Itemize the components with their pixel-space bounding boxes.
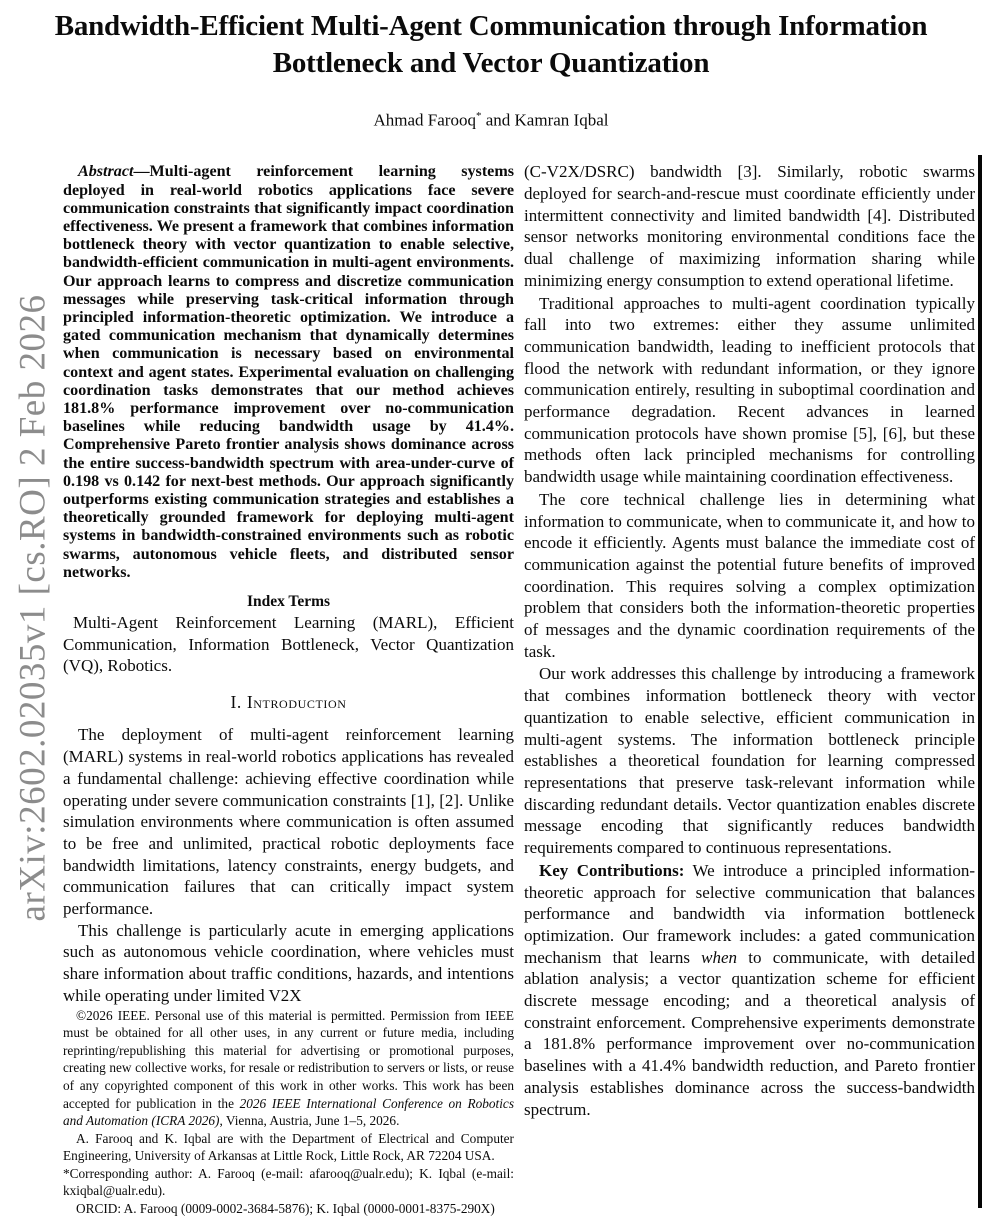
index-terms-text: Multi-Agent Reinforcement Learning (MARL), Efficient Communication, Information Bottleneck, Vector Quantization (VQ), Robotics. [63,613,514,675]
section-heading-introduction: I. Introduction [230,692,347,713]
authors-line [0,110,982,131]
abstract-label: Abstract [78,163,134,181]
paper-title: Bandwidth-Efficient Multi-Agent Communication through Information Bottleneck and Vector Quantization [54,10,928,79]
intro-paragraph-3: Traditional approaches to multi-agent coordination typically fall into two extremes: either they assume unlimited communication bandwidth, leading to inefficient protocols that flood the network with redundant information, or they ignore communication entirely, resulting in suboptimal coordination and performance degradation. Recent advances in learned communication protocols have shown promise [5], [6], but these methods often lack principled mechanisms for controlling bandwidth usage while maintaining coordination effectiveness. [524,293,975,487]
abstract-dash: — [133,163,150,181]
intro-paragraph-4: The core technical challenge lies in determining what information to communicate, when to communicate it, and how to encode it efficiently. Agents must balance the immediate cost of communication against the potential future benefits of improved coordination. This requires solving a complex optimization problem that considers both the information-theoretic properties of messages and the dynamic coordination requirements of the task. [524,489,975,661]
intro-paragraph-1: The deployment of multi-agent reinforcement learning (MARL) systems in real-world robotics applications has revealed a fundamental challenge: achieving effective coordination while operating under severe communication constraints [1], [2]. Unlike simulation environments where communication is often assumed to be free and unlimited, practical robotic deployments face bandwidth limitations, latency constraints, energy budgets, and communication failures that can critically impact system performance. [63,725,514,919]
key-contributions-text-end: to communicate, with detailed ablation analysis; a vector quantization scheme for efficient discrete message encoding; and a theoretical analysis of constraint enforcement. Comprehensive experiments demonstrate a 181.8% performance improvement over no-communication baselines with a 41.4% bandwidth reduction, and Pareto frontier analysis establishes dominance across the success-bandwidth spectrum. [524,947,975,1119]
conference-name: 2026 IEEE International Conference on Robotics and Automation (ICRA 2026) [63,1095,514,1129]
abstract [63,163,514,582]
corresponding-author-footnote: *Corresponding author: A. Farooq (e-mail: afarooq@ualr.edu); K. Iqbal (e-mail: kxiqbal@ualr.edu). [63,1165,514,1199]
footnote-block [63,1007,514,1220]
intro-paragraph-5: Our work addresses this challenge by introducing a framework that combines information bottleneck theory with vector quantization to enable selective, efficient communication in multi-agent systems. The information bottleneck principle establishes a theoretical foundation for learning compressed representations that preserve task-relevant information while discarding redundant details. Vector quantization enables discrete message encoding that significantly reduces bandwidth requirements compared to continuous representations. [524,664,975,858]
key-contributions-italic-word: when [701,947,738,967]
paper-page [0,8,982,1217]
scan-edge-artifact [978,155,982,1208]
orcid-footnote: ORCID: A. Farooq (0009-0002-3684-5876); K. Iqbal (0000-0001-8375-290X) [76,1201,495,1217]
abstract-text: Multi-agent reinforcement learning systems deployed in real-world robotics applications face severe communication constraints that significantly impact coordination effectiveness. We present a framework that combines information bottleneck theory with vector quantization to enable selective, bandwidth-efficient communication in multi-agent environments. Our approach learns to compress and discretize communication messages while preserving task-critical information through principled information-theoretic optimization. We introduce a gated communication mechanism that dynamically determines when communication is necessary based on environmental context and agent states. Experimental evaluation on challenging coordination tasks demonstrates that our method achieves 181.8% performance improvement over no-communication baselines while reducing bandwidth usage by 41.4%. Comprehensive Pareto frontier analysis shows dominance across the entire success-bandwidth spectrum with area-under-curve of 0.198 vs 0.142 for next-best methods. Our approach significantly outperforms existing communication strategies and establishes a theoretically grounded framework for deploying multi-agent systems in bandwidth-constrained environments such as robotic swarms, autonomous vehicle fleets, and distributed sensor networks. [63,163,514,581]
arxiv-watermark: arXiv:2602.02035v1 [cs.RO] 2 Feb 2026 [12,294,54,922]
affiliation-footnote: A. Farooq and K. Iqbal are with the Department of Electrical and Computer Engineering, University of Arkansas at Little Rock, Little Rock, AR 72204 USA. [63,1130,514,1164]
author-names-rest: and Kamran Iqbal [481,110,609,130]
copyright-text: ©2026 IEEE. Personal use of this material is permitted. Permission from IEEE must be obtained for all other uses, in any current or future media, including reprinting/republishing this material for advertising or promotional purposes, creating new collective works, for resale or redistribution to servers or lists, or reuse of any copyrighted component of this work in other works. This work has been accepted for publication in the [63,1007,514,1111]
copyright-text-end: , Vienna, Austria, June 1–5, 2026. [219,1113,400,1129]
corresponding-author-asterisk: * [475,109,482,122]
index-terms-heading: Index Terms [246,592,331,610]
key-contributions-label: Key Contributions: [539,860,685,880]
author-names: Ahmad Farooq [373,110,476,130]
two-column-body [63,161,975,1217]
intro-paragraph-2-continued: (C-V2X/DSRC) bandwidth [3]. Similarly, robotic swarms deployed for search-and-rescue must coordinate efficiently under intermittent connectivity and limited bandwidth [4]. Distributed sensor networks monitoring environmental conditions face the dual challenge of maximizing information sharing while minimizing energy consumption to extend operational lifetime. [524,162,975,290]
key-contributions-text: We introduce a principled information-theoretic approach for selective communication that balances performance and bandwidth via information bottleneck optimization. Our framework includes: a gated communication mechanism that learns [524,860,975,967]
key-contributions-paragraph [524,860,975,1120]
intro-paragraph-2: This challenge is particularly acute in emerging applications such as autonomous vehicle coordination, where vehicles must share information about traffic conditions, hazards, and intentions while operating under limited V2X [63,920,514,1005]
right-column [524,161,975,1201]
copyright-footnote [63,1007,514,1130]
left-column [63,161,514,1217]
